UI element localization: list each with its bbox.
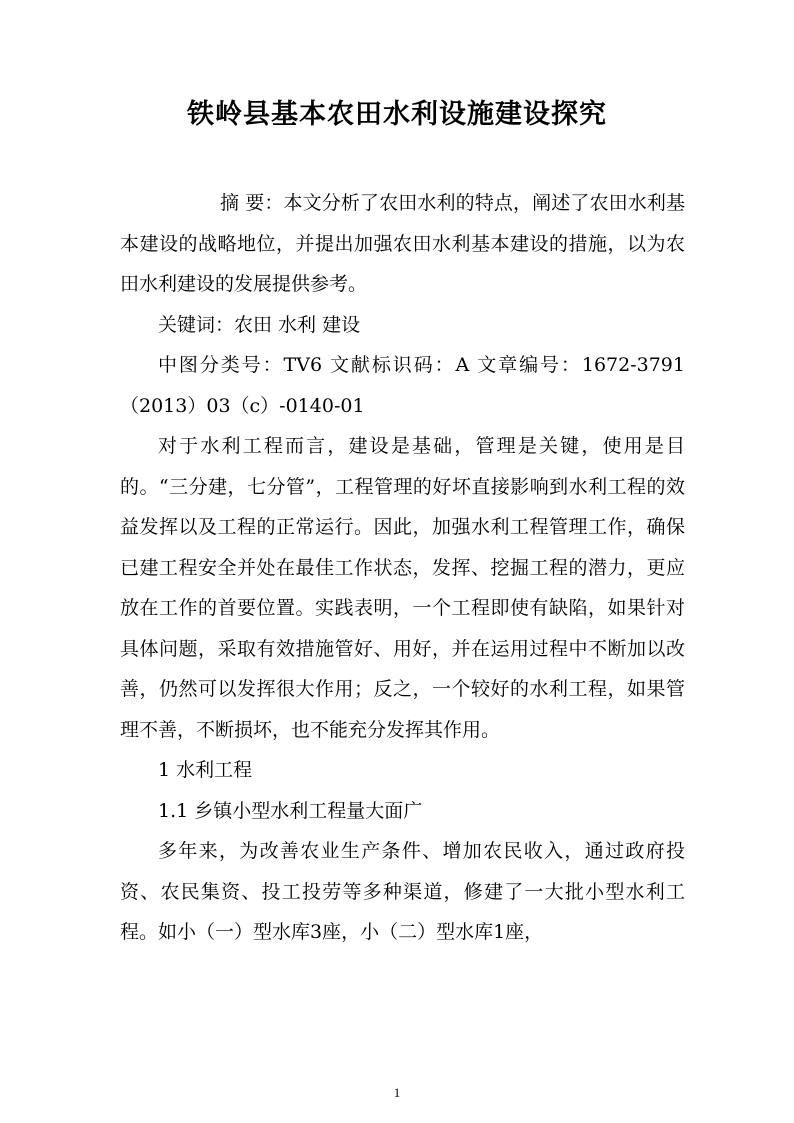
abstract-paragraph: 摘 要：本文分析了农田水利的特点，阐述了农田水利基本建设的战略地位，并提出加强农田水利基本建设的措施，以为农田水利建设的发展提供参考。 [120, 192, 685, 295]
classification-paragraph: 中图分类号：TV6 文献标识码：A 文章编号：1672-3791（2013）03（c）-0140-01 [120, 354, 685, 417]
body-paragraph: 对于水利工程而言，建设是基础，管理是关键，使用是目的。“三分建，七分管”，工程管理的好坏直接影响到水利工程的效益发挥以及工程的正常运行。因此，加强水利工程管理工作，确保已建工程安全并处在最佳工作状态，发挥、挖掘工程的潜力，更应放在工作的首要位置。实践表明，一个工程即使有缺陷，如果针对具体问题，采取有效措施管好、用好，并在运用过程中不断加以改善，仍然可以发挥很大作用；反之，一个较好的水利工程，如果管理不善，不断损坏，也不能充分发挥其作用。 [120, 435, 685, 741]
document-body [120, 183, 685, 953]
subsection-heading: 1.1 乡镇小型水利工程量大面广 [158, 799, 423, 822]
document-title: 铁岭县基本农田水利设施建设探究 [187, 99, 607, 130]
body-paragraph: 多年来，为改善农业生产条件、增加农民收入，通过政府投资、农民集资、投工投劳等多种渠道，修建了一大批小型水利工程。如小（一）型水库3座，小（二）型水库1座， [120, 840, 685, 943]
page-number: 1 [393, 1085, 401, 1100]
keywords-paragraph: 关键词：农田 水利 建设 [158, 313, 361, 336]
section-heading: 1 水利工程 [158, 759, 253, 781]
